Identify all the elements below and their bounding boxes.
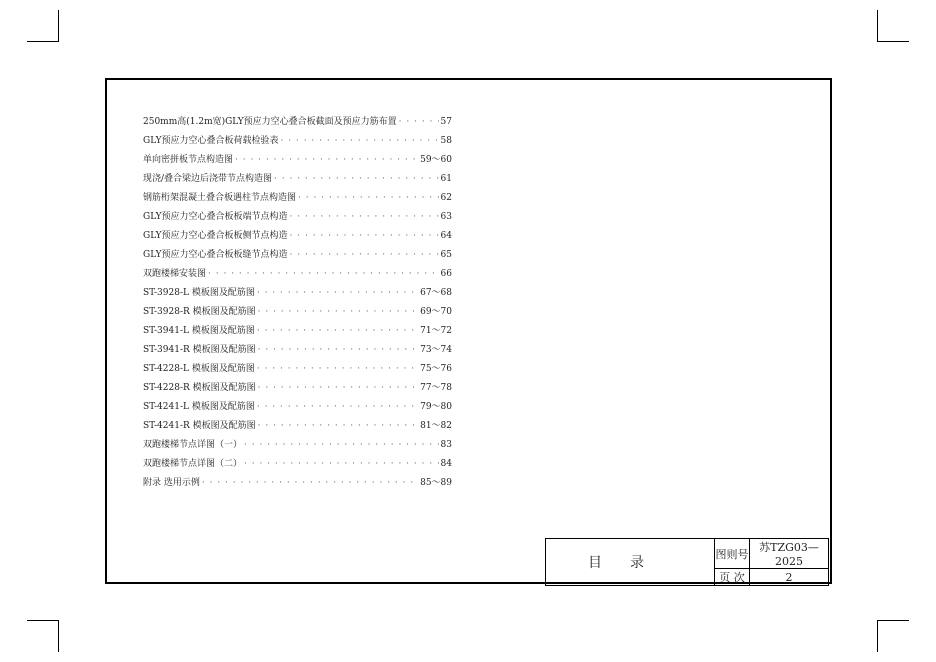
toc-entry — [143, 132, 452, 151]
toc-entry-page: 84 — [440, 459, 452, 469]
toc-entry-title: ST-3928-L 模板图及配筋图 — [143, 288, 255, 298]
crop-mark-tr-h — [877, 41, 909, 42]
toc-entry — [143, 398, 452, 417]
toc-entry-title: 双跑楼梯安装图 — [143, 269, 207, 279]
toc-entry — [143, 246, 452, 265]
page-no: 2 — [750, 569, 829, 586]
toc-leader-dots — [244, 436, 439, 455]
toc-entry — [143, 170, 452, 189]
toc-entry-title: 单向密拼板节点构造图 — [143, 155, 234, 165]
toc-entry-title: GLY预应力空心叠合板板缝节点构造 — [143, 250, 288, 260]
toc-entry-page: 66 — [440, 269, 452, 279]
table-of-contents — [143, 113, 452, 493]
toc-entry-title: 250mm高(1.2m宽)GLY预应力空心叠合板截面及预应力筋布置 — [143, 117, 397, 127]
toc-leader-dots — [290, 208, 439, 227]
toc-entry-page: 61 — [440, 174, 452, 184]
toc-entry — [143, 189, 452, 208]
toc-entry-title: 附录 选用示例 — [143, 478, 200, 488]
toc-entry-page: 69～70 — [420, 307, 452, 317]
toc-leader-dots — [281, 132, 439, 151]
toc-entry — [143, 341, 452, 360]
toc-entry-page: 81～82 — [420, 421, 452, 431]
toc-leader-dots — [202, 474, 418, 493]
toc-entry — [143, 227, 452, 246]
toc-entry-page: 71～72 — [420, 326, 452, 336]
toc-entry-title: ST-3928-R 模板图及配筋图 — [143, 307, 256, 317]
toc-entry-title: 双跑楼梯节点详图（二） — [143, 459, 243, 469]
toc-entry-page: 59～60 — [420, 155, 452, 165]
drawing-no-label: 图则号 — [715, 539, 750, 569]
toc-entry-title: 双跑楼梯节点详图（一） — [143, 440, 243, 450]
toc-entry-title: GLY预应力空心叠合板荷载检验表 — [143, 136, 279, 146]
toc-entry-page: 63 — [440, 212, 452, 222]
toc-leader-dots — [290, 227, 439, 246]
toc-entry — [143, 436, 452, 455]
toc-leader-dots — [235, 151, 418, 170]
toc-entry-title: ST-4241-L 模板图及配筋图 — [143, 402, 255, 412]
toc-entry — [143, 379, 452, 398]
toc-leader-dots — [257, 360, 418, 379]
toc-entry-page: 62 — [440, 193, 452, 203]
title-block-title: 目录 — [546, 539, 715, 586]
toc-leader-dots — [244, 455, 439, 474]
toc-entry — [143, 113, 452, 132]
toc-entry — [143, 474, 452, 493]
crop-mark-br-v — [877, 620, 878, 652]
toc-entry-page: 79～80 — [420, 402, 452, 412]
crop-mark-tl-v — [58, 10, 59, 42]
toc-entry-page: 58 — [440, 136, 452, 146]
toc-entry-title: ST-4228-L 模板图及配筋图 — [143, 364, 255, 374]
toc-entry — [143, 322, 452, 341]
toc-leader-dots — [290, 246, 439, 265]
toc-entry-page: 64 — [440, 231, 452, 241]
toc-entry-page: 73～74 — [420, 345, 452, 355]
toc-entry — [143, 417, 452, 436]
crop-mark-tr-v — [877, 10, 878, 42]
toc-entry-title: ST-3941-L 模板图及配筋图 — [143, 326, 255, 336]
toc-entry-title: ST-4228-R 模板图及配筋图 — [143, 383, 256, 393]
toc-entry-page: 67～68 — [420, 288, 452, 298]
crop-mark-tl-h — [27, 41, 59, 42]
toc-leader-dots — [257, 322, 418, 341]
toc-leader-dots — [258, 341, 418, 360]
page-label: 页 次 — [715, 569, 750, 586]
toc-entry-page: 65 — [440, 250, 452, 260]
toc-leader-dots — [258, 417, 418, 436]
toc-entry-page: 77～78 — [420, 383, 452, 393]
toc-leader-dots — [257, 398, 418, 417]
crop-mark-bl-v — [58, 620, 59, 652]
toc-entry-title: GLY预应力空心叠合板板端节点构造 — [143, 212, 288, 222]
toc-entry-title: 钢筋桁架混凝土叠合板遇柱节点构造图 — [143, 193, 297, 203]
toc-entry-page: 85～89 — [420, 478, 452, 488]
drawing-no: 苏TZG03—2025 — [750, 539, 829, 569]
toc-entry-page: 83 — [440, 440, 452, 450]
toc-leader-dots — [208, 265, 439, 284]
toc-entry — [143, 455, 452, 474]
title-block — [545, 538, 829, 586]
toc-leader-dots — [257, 284, 418, 303]
toc-entry — [143, 208, 452, 227]
toc-leader-dots — [298, 189, 439, 208]
toc-entry-title: GLY预应力空心叠合板板侧节点构造 — [143, 231, 288, 241]
toc-entry — [143, 151, 452, 170]
toc-entry-title: ST-3941-R 模板图及配筋图 — [143, 345, 256, 355]
toc-entry-page: 57 — [440, 117, 452, 127]
toc-leader-dots — [399, 113, 439, 132]
toc-entry — [143, 284, 452, 303]
toc-entry-page: 75～76 — [420, 364, 452, 374]
crop-mark-bl-h — [27, 620, 59, 621]
toc-leader-dots — [274, 170, 439, 189]
toc-leader-dots — [258, 379, 418, 398]
toc-entry — [143, 303, 452, 322]
toc-entry — [143, 360, 452, 379]
toc-entry — [143, 265, 452, 284]
toc-entry-title: ST-4241-R 模板图及配筋图 — [143, 421, 256, 431]
crop-mark-br-h — [877, 620, 909, 621]
toc-entry-title: 现浇/叠合梁边后浇带节点构造图 — [143, 174, 273, 184]
toc-leader-dots — [258, 303, 418, 322]
